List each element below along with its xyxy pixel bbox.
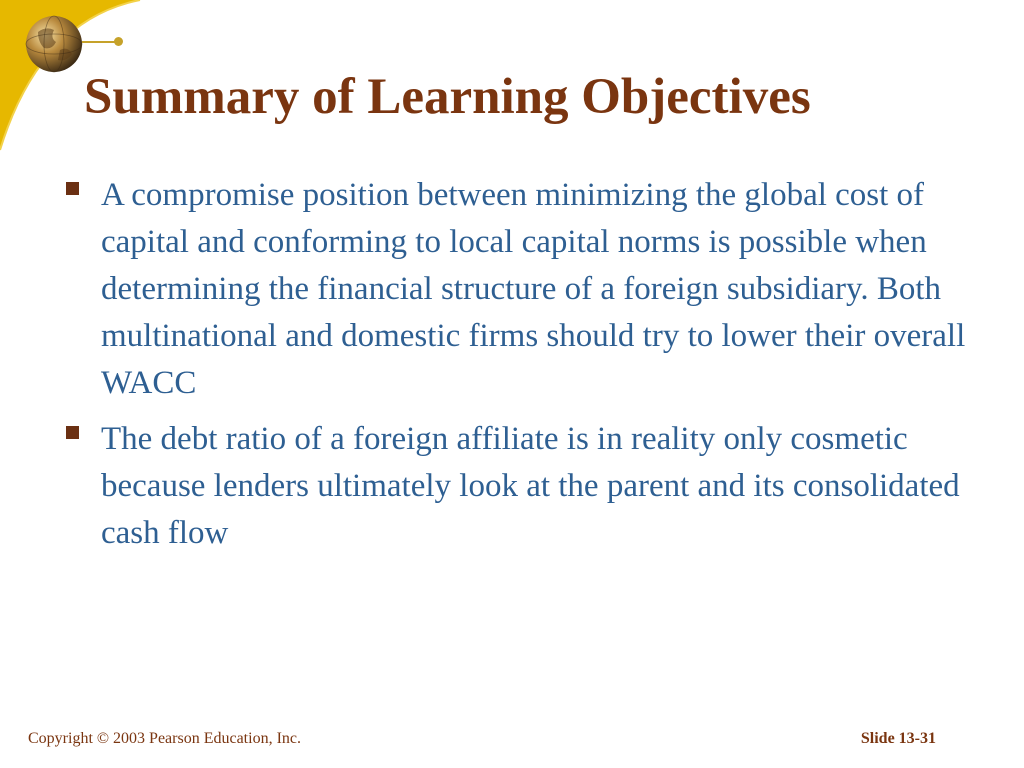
- globe-connector-line: [82, 41, 116, 43]
- square-bullet-icon: [66, 426, 79, 439]
- bullet-text: A compromise position between minimizing the global cost of capital and conforming to local capital norms is possible when determining the financial structure of a foreign subsidiary. Both multinational and domestic firms should try to lower their overall WACC: [101, 177, 966, 401]
- footer-copyright: Copyright © 2003 Pearson Education, Inc.: [28, 730, 301, 747]
- square-bullet-icon: [66, 182, 79, 195]
- bullet-text: The debt ratio of a foreign affiliate is in reality only cosmetic because lenders ultimately look at the parent and its consolidated cash flow: [101, 421, 960, 551]
- globe-icon: [24, 14, 84, 74]
- bullet-list: [60, 172, 970, 566]
- globe-connector-dot: [114, 37, 123, 46]
- slide-title: Summary of Learning Objectives: [84, 69, 811, 125]
- bullet-item: [60, 416, 970, 557]
- bullet-item: [60, 172, 970, 407]
- footer-slide-number: Slide 13-31: [860, 730, 936, 747]
